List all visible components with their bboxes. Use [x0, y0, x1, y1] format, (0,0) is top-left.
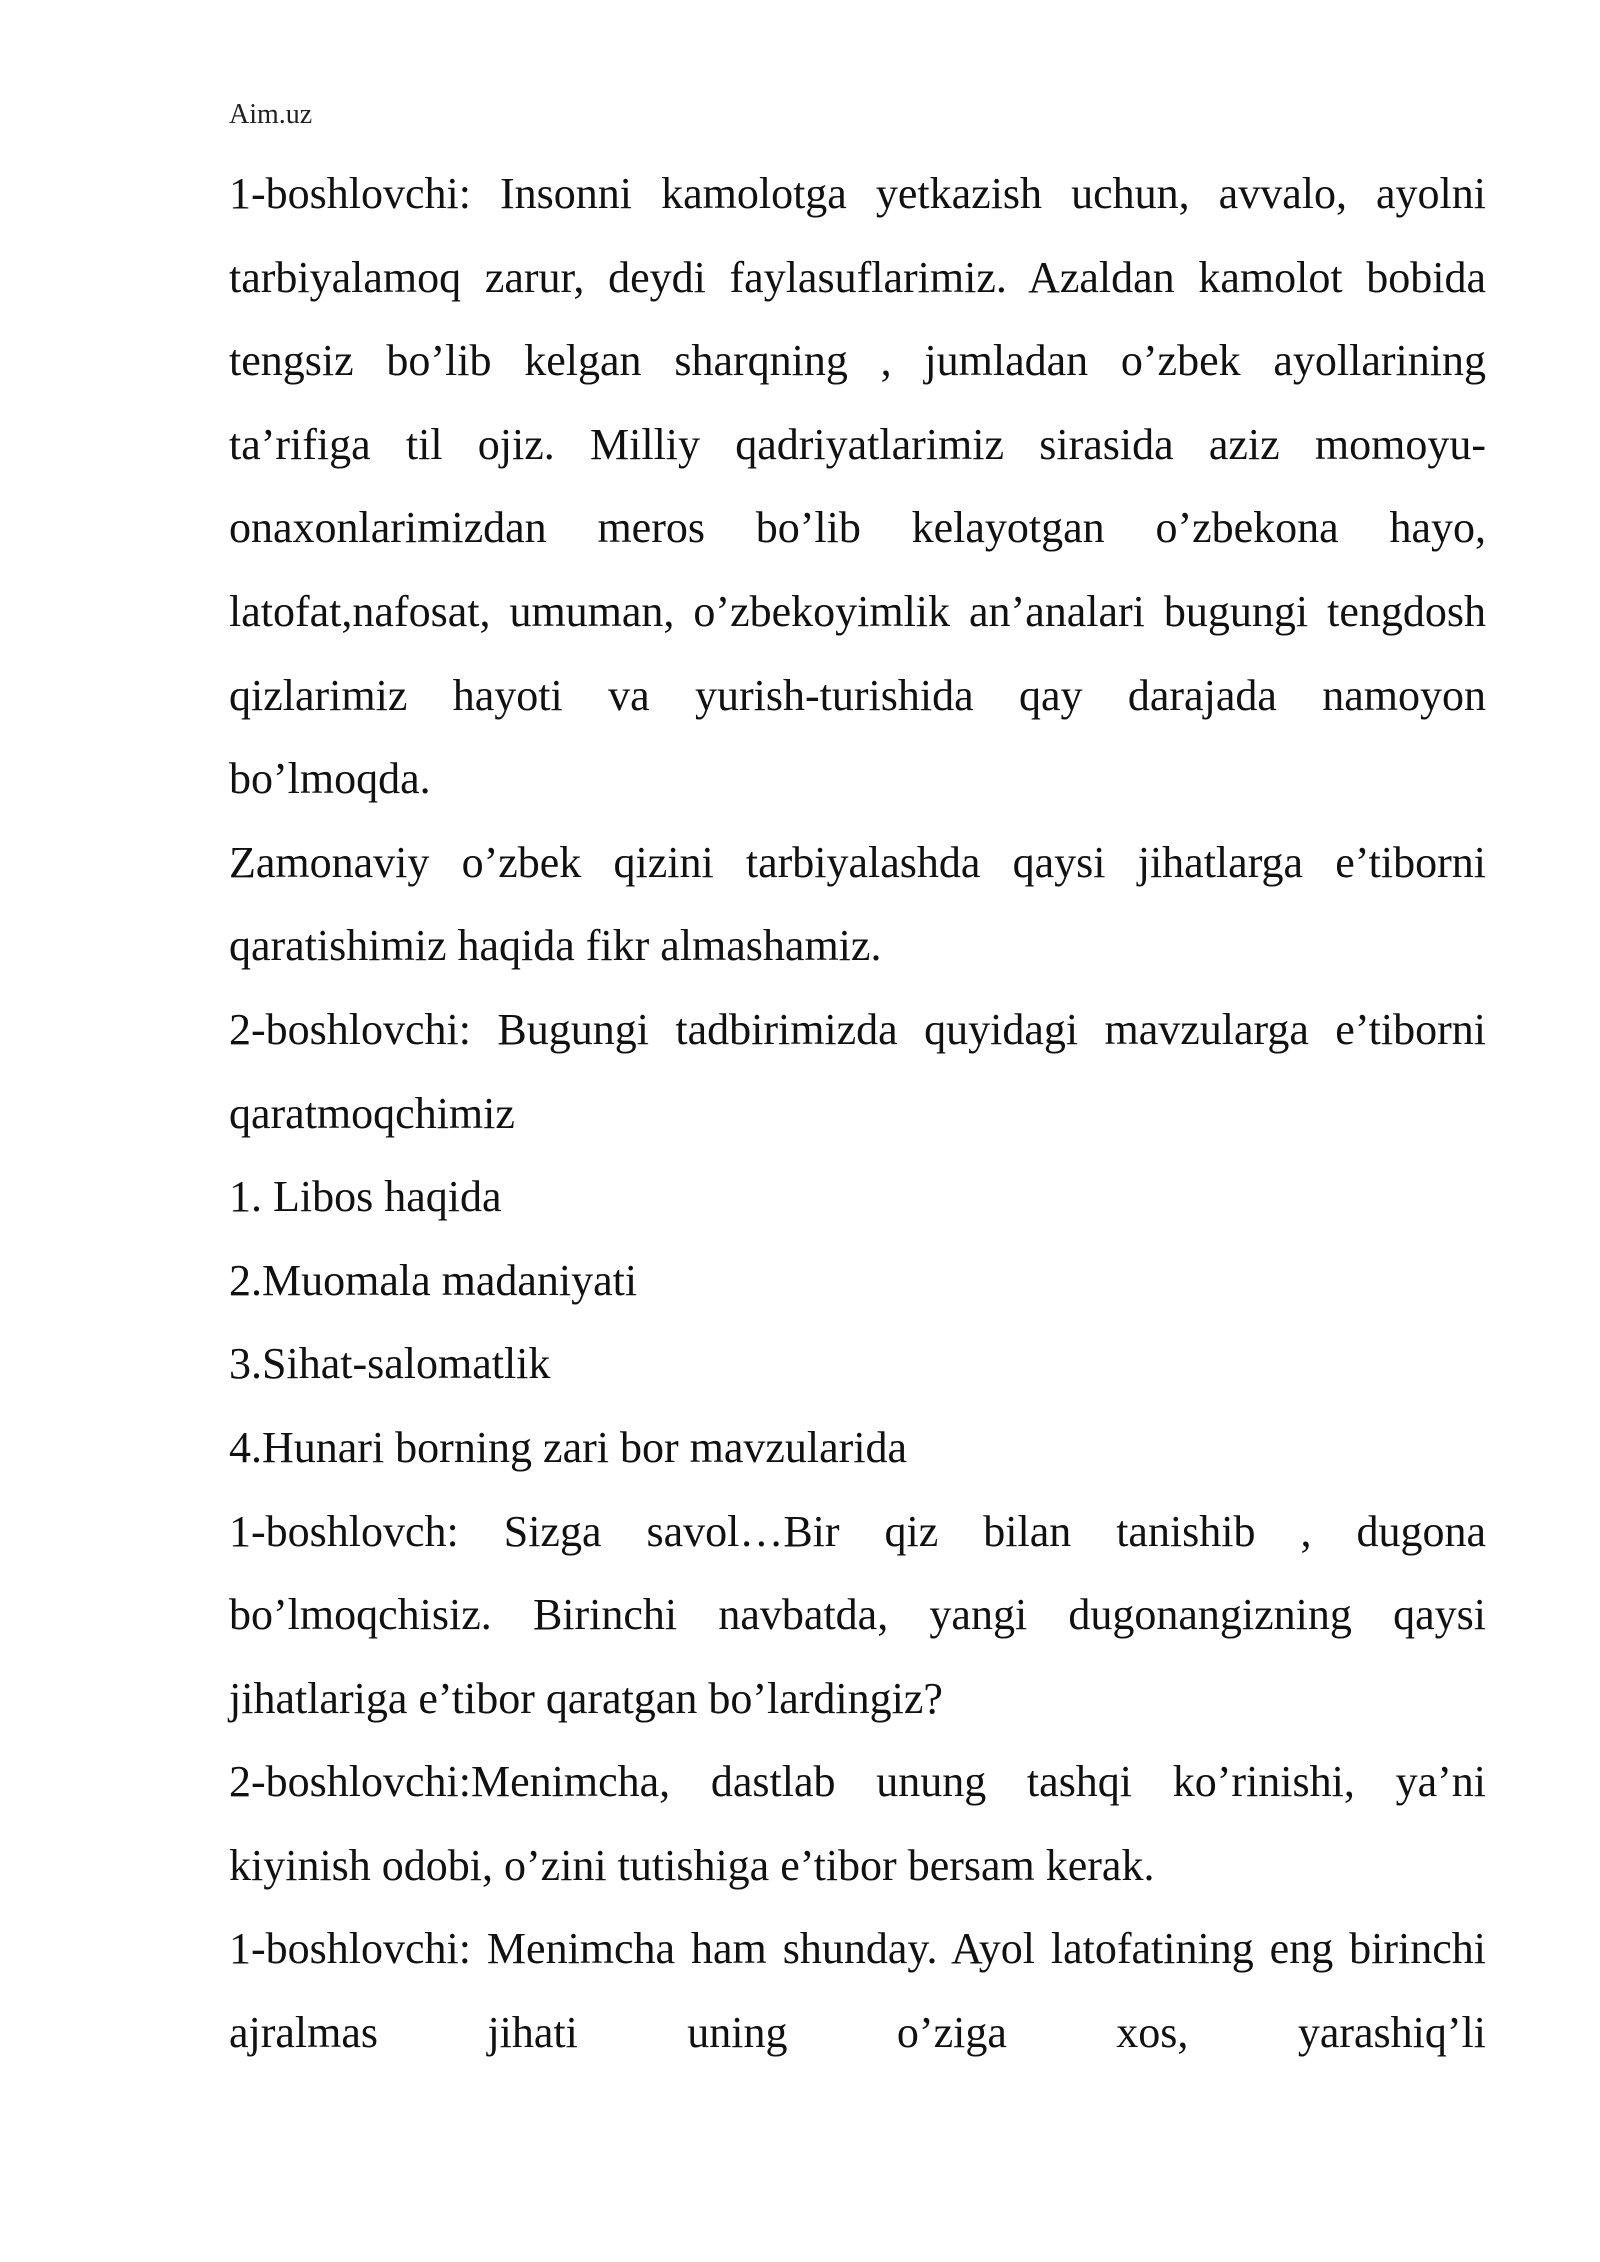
site-label: Aim.uz: [229, 99, 313, 130]
list-item-1: 1. Libos haqida: [229, 1172, 502, 1222]
paragraph-latofat: 1-boshlovchi: Menimcha ham shunday. Ayol latofatining eng birinchi ajralmas jihati uning o’ziga xos, yarashiq’li: [229, 1924, 1486, 2058]
document-body: [229, 152, 1486, 2075]
paragraph-answer: 2-boshlovchi:Menimcha, dastlab unung tashqi ko’rinishi, ya’ni kiyinish odobi, o’zini tutishiga e’tibor bersam kerak.: [229, 1757, 1486, 1890]
list-item-4: 4.Hunari borning zari bor mavzularida: [229, 1422, 908, 1472]
paragraph-topics-intro: 2-boshlovchi: Bugungi tadbirimizda quyidagi mavzularga e’tiborni qaratmoqchimiz: [229, 1004, 1486, 1138]
paragraph-intro: 1-boshlovchi: Insonni kamolotga yetkazish uchun, avvalo, ayolni tarbiyalamoq zarur, deydi faylasuflarimiz. Azaldan kamolot bobida tengsiz bo’lib kelgan sharqning , jumladan o’zbek ayollarining ta’rifiga til ojiz. Milliy qadriyatlarimiz sirasida aziz momoyu- onaxonlarimizdan meros bo’lib kelayotgan o’zbekona hayo, latofat,nafosat, umuman, o’zbekoyimlik an’analari bugungi tengdosh qizlarimiz hayoti va yurish-turishida qay darajada namoyon bo’lmoqda.: [229, 169, 1486, 804]
paragraph-question: 1-boshlovch: Sizga savol…Bir qiz bilan tanishib , dugona bo’lmoqchisiz. Birinchi navbatda, yangi dugonangizning qaysi jihatlariga e’tibor qaratgan bo’lardingiz?: [229, 1506, 1486, 1723]
list-item-3: 3.Sihat-salomatlik: [229, 1339, 551, 1389]
list-item-2: 2.Muomala madaniyati: [229, 1255, 638, 1305]
paragraph-modern-girl: Zamonaviy o’zbek qizini tarbiyalashda qaysi jihatlarga e’tiborni qaratishimiz haqida fikr almashamiz.: [229, 837, 1486, 971]
